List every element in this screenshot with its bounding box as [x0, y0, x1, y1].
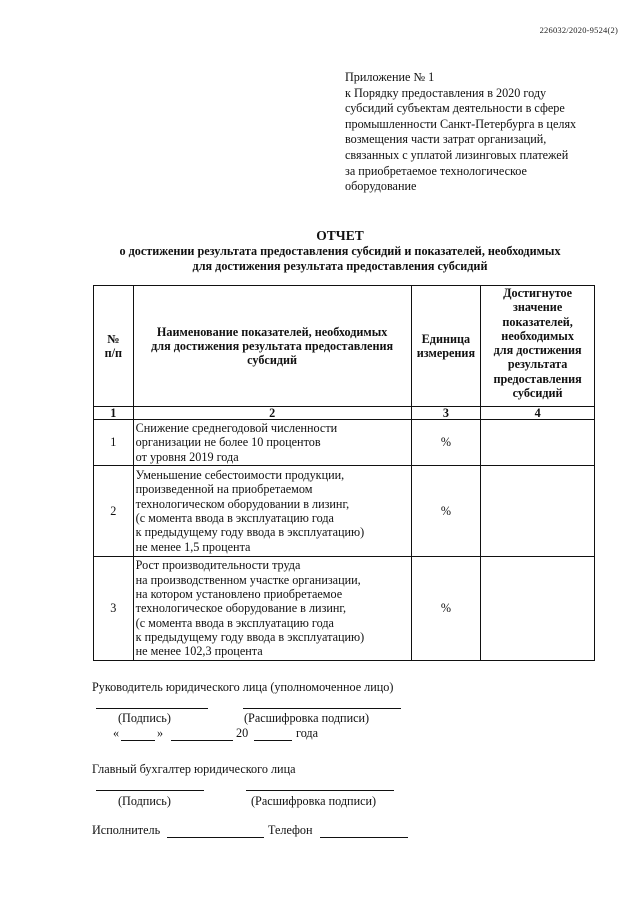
header-indicator-name: [133, 286, 411, 407]
date-year-suffix: года: [296, 726, 319, 740]
header-text: результата: [507, 357, 568, 372]
table-header-row: [94, 286, 595, 407]
appendix-line: субсидий субъектам деятельности в сфере: [345, 101, 565, 116]
indicator-line: не менее 1,5 процента: [135, 539, 251, 554]
executor-field[interactable]: [167, 837, 264, 838]
indicator-name: [133, 466, 411, 557]
header-text: для достижения: [493, 343, 582, 358]
table-row: [94, 557, 595, 661]
header-text: необходимых: [501, 328, 574, 343]
date-open-quote: «: [113, 726, 120, 740]
header-num: [94, 286, 134, 407]
unit-cell: %: [411, 466, 481, 557]
appendix-note: [345, 70, 615, 195]
header-text: показателей,: [502, 314, 573, 329]
accountant-decode-line[interactable]: [246, 790, 394, 791]
header-text: для достижения результата предоставления: [151, 338, 394, 353]
indicator-line: Снижение среднегодовой численности: [135, 421, 338, 436]
indicator-line: к предыдущему году ввода в эксплуатацию): [135, 629, 365, 644]
decode-label: (Расшифровка подписи): [244, 711, 370, 725]
indicator-line: организации не более 10 процентов: [135, 435, 321, 450]
signature-label: (Подпись): [118, 794, 171, 808]
date-year-prefix: 20: [236, 726, 249, 740]
indicator-line: на производственном участке организации,: [135, 572, 361, 587]
indicator-line: от уровня 2019 года: [135, 449, 239, 464]
header-text: №: [107, 331, 120, 346]
appendix-line: связанных с уплатой лизинговых платежей: [345, 147, 569, 162]
report-title: ОТЧЕТ: [316, 228, 364, 243]
header-text: значение: [512, 300, 563, 315]
appendix-line: оборудование: [345, 179, 417, 194]
row-number: 2: [94, 466, 134, 557]
date-month-field[interactable]: [171, 740, 233, 741]
header-text: Достигнутое: [503, 286, 573, 300]
header-text: субсидий: [247, 353, 298, 368]
row-number: 1: [94, 420, 134, 466]
indicator-line: не менее 102,3 процента: [135, 644, 263, 659]
report-subtitle-line: о достижении результата предоставления субсидий и показателей, необходимых: [119, 244, 561, 258]
header-text: субсидий: [512, 386, 563, 401]
table-row: [94, 466, 595, 557]
head-decode-line[interactable]: [243, 708, 401, 709]
phone-label: Телефон: [268, 823, 313, 837]
date-year-field[interactable]: [254, 740, 292, 741]
indicator-line: технологическом оборудовании в лизинг,: [135, 496, 350, 511]
accountant-title: Главный бухгалтер юридического лица: [92, 762, 296, 776]
document-registration-code: 226032/2020-9524(2): [539, 25, 618, 35]
appendix-line: Приложение № 1: [345, 70, 435, 84]
unit-cell: %: [411, 557, 481, 661]
indicator-line: технологическое оборудование в лизинг,: [135, 601, 347, 616]
appendix-line: за приобретаемое технологическое: [345, 163, 527, 178]
column-number: 3: [411, 407, 481, 420]
achieved-value-cell[interactable]: [481, 557, 595, 661]
header-text: Наименование показателей, необходимых: [156, 324, 388, 339]
appendix-line: возмещения части затрат организаций,: [345, 132, 547, 147]
indicator-name: [133, 557, 411, 661]
indicator-line: (с момента ввода в эксплуатацию года: [135, 615, 334, 630]
achieved-value-cell[interactable]: [481, 466, 595, 557]
achieved-value-cell[interactable]: [481, 420, 595, 466]
column-number-row: [94, 407, 595, 420]
column-number: 1: [94, 407, 134, 420]
header-text: п/п: [104, 346, 123, 360]
indicator-line: произведенной на приобретаемом: [135, 482, 313, 497]
indicator-line: на котором установлено приобретаемое: [135, 587, 343, 602]
indicators-table: [93, 285, 595, 661]
column-number: 4: [481, 407, 595, 420]
accountant-signature-line[interactable]: [96, 790, 204, 791]
header-achieved-value: [481, 286, 595, 407]
phone-field[interactable]: [320, 837, 408, 838]
indicator-line: Рост производительности труда: [135, 558, 301, 573]
report-subtitle-line: для достижения результата предоставления субсидий: [192, 258, 488, 273]
unit-cell: %: [411, 420, 481, 466]
head-signature-line[interactable]: [96, 708, 208, 709]
date-day-field[interactable]: [121, 740, 155, 741]
date-close-quote: »: [157, 726, 164, 740]
header-text: измерения: [416, 346, 476, 360]
report-title-block: [60, 228, 620, 273]
indicator-line: (с момента ввода в эксплуатацию года: [135, 511, 334, 525]
column-number: 2: [133, 407, 411, 420]
indicator-line: к предыдущему году ввода в эксплуатацию): [135, 525, 365, 540]
executor-label: Исполнитель: [92, 823, 161, 837]
header-text: Единица: [421, 331, 471, 346]
table-row: [94, 420, 595, 466]
head-title: Руководитель юридического лица (уполномоченное лицо): [92, 680, 394, 694]
indicator-line: Уменьшение себестоимости продукции,: [135, 468, 345, 483]
header-unit: [411, 286, 481, 407]
appendix-line: к Порядку предоставления в 2020 году: [345, 85, 547, 100]
decode-label: (Расшифровка подписи): [251, 794, 377, 808]
appendix-line: промышленности Санкт-Петербурга в целях: [345, 116, 577, 131]
signature-label: (Подпись): [118, 711, 171, 725]
row-number: 3: [94, 557, 134, 661]
header-text: предоставления: [493, 371, 582, 386]
indicator-name: [133, 420, 411, 466]
